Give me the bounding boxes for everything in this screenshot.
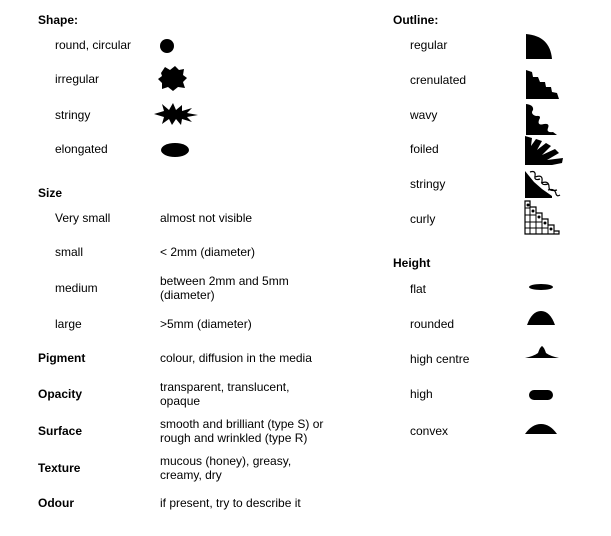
outline-curly-label: curly — [410, 212, 436, 226]
outline-heading: Outline: — [393, 13, 439, 27]
size-medium-value: between 2mm and 5mm (diameter) — [160, 274, 289, 302]
regular-outline-icon — [524, 32, 554, 60]
rounded-profile-icon — [526, 309, 556, 327]
outline-regular-label: regular — [410, 38, 448, 52]
pigment-label: Pigment — [38, 351, 86, 365]
round-colony-icon — [158, 38, 176, 54]
odour-label: Odour — [38, 496, 74, 510]
stringy-colony-icon — [152, 102, 200, 126]
elongated-colony-icon — [160, 142, 190, 158]
surface-label: Surface — [38, 424, 83, 438]
outline-foiled-label: foiled — [410, 142, 439, 156]
odour-value: if present, try to describe it — [160, 496, 301, 510]
height-heading: Height — [393, 256, 431, 270]
texture-label: Texture — [38, 461, 81, 475]
high-profile-icon — [528, 389, 554, 401]
shape-elongated-label: elongated — [55, 142, 108, 156]
size-very-small-value: almost not visible — [160, 211, 253, 225]
flat-profile-icon — [528, 282, 554, 292]
irregular-colony-icon — [156, 64, 190, 92]
shape-round-label: round, circular — [55, 38, 132, 52]
surface-value: smooth and brilliant (type S) or rough and wrinkled (type R) — [160, 417, 324, 445]
shape-stringy-label: stringy — [55, 108, 91, 122]
shape-heading: Shape: — [38, 13, 79, 27]
pigment-value: colour, diffusion in the media — [160, 351, 312, 365]
height-flat-label: flat — [410, 282, 427, 296]
size-large-label: large — [55, 317, 82, 331]
convex-profile-icon — [524, 422, 558, 436]
stringy-outline-icon — [522, 168, 562, 200]
shape-irregular-label: irregular — [55, 72, 100, 86]
curly-outline-icon — [522, 198, 562, 236]
height-high-label: high — [410, 387, 433, 401]
crenulated-outline-icon — [524, 68, 562, 100]
texture-value: mucous (honey), greasy, creamy, dry — [160, 454, 292, 482]
outline-crenulated-label: crenulated — [410, 73, 467, 87]
size-medium-label: medium — [55, 281, 98, 295]
wavy-outline-icon — [524, 102, 560, 136]
outline-stringy-label: stringy — [410, 177, 446, 191]
height-high-centre-label: high centre — [410, 352, 470, 366]
size-very-small-label: Very small — [55, 211, 111, 225]
size-heading: Size — [38, 186, 63, 200]
opacity-value: transparent, translucent, opaque — [160, 380, 290, 408]
size-small-label: small — [55, 245, 84, 259]
outline-wavy-label: wavy — [410, 108, 438, 122]
height-rounded-label: rounded — [410, 317, 455, 331]
size-large-value: >5mm (diameter) — [160, 317, 252, 331]
height-convex-label: convex — [410, 424, 449, 438]
opacity-label: Opacity — [38, 387, 83, 401]
foiled-outline-icon — [522, 132, 568, 166]
size-small-value: < 2mm (diameter) — [160, 245, 256, 259]
high-centre-profile-icon — [524, 344, 560, 360]
